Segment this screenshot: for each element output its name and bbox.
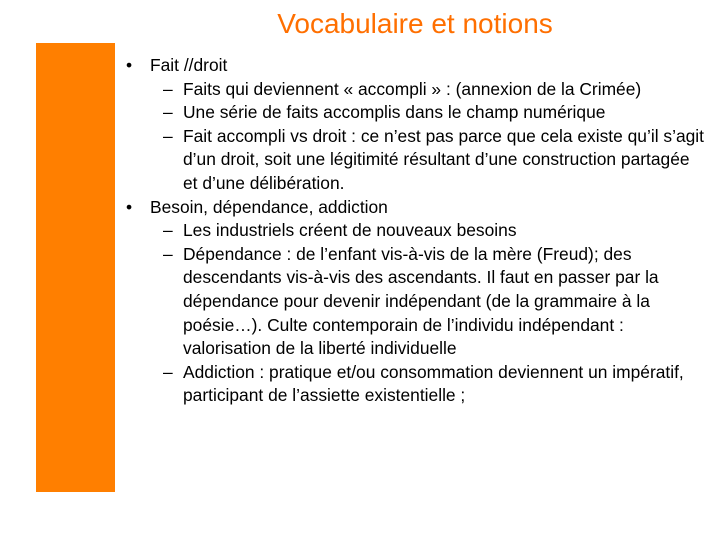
bullet-item — [126, 196, 706, 220]
bullet-text: Besoin, dépendance, addiction — [150, 196, 388, 217]
sub-item — [126, 101, 706, 125]
sub-item — [126, 243, 706, 361]
slide-title: Vocabulaire et notions — [277, 8, 553, 39]
sub-text: : de l’enfant vis-à-vis de la mère (Freud); des descendants vis-à-vis des ascendants. Il faut en passer par la dépendance pour devenir indépendant (de la grammaire à la poésie…). Culte contemporain de l’individu indépendant : valorisation de la liberté individuelle — [183, 243, 659, 359]
sub-text: Une série de faits accomplis dans le champ numérique — [183, 102, 606, 123]
keyword: besoins — [456, 220, 517, 241]
dash-icon: – — [163, 102, 173, 123]
bullet-icon: • — [126, 55, 133, 75]
bullet-item — [126, 54, 706, 78]
sub-text: Fait accompli vs droit : ce n’est pas parce que cela existe qu’il s’agit d’un droit, soit une légitimité résultant d’une construction partagée et d’une délibération. — [183, 125, 704, 193]
slide-content — [126, 54, 706, 408]
dash-icon: – — [163, 243, 173, 264]
dash-icon: – — [163, 125, 173, 146]
bullet-icon: • — [126, 196, 133, 217]
keyword: Dépendance — [183, 243, 282, 264]
sub-item — [126, 361, 706, 408]
sub-text: Faits qui deviennent « accompli » : (annexion de la Crimée) — [183, 78, 642, 99]
dash-icon: – — [163, 361, 173, 382]
sub-item — [126, 125, 706, 196]
sub-item — [126, 219, 706, 243]
dash-icon: – — [163, 220, 173, 241]
dash-icon: – — [163, 78, 173, 99]
bullet-text: Fait //droit — [150, 55, 228, 75]
keyword: Addiction — [183, 361, 255, 382]
sub-text: : pratique et/ou consommation deviennent un impératif, participant de l’assiette existentielle ; — [183, 361, 684, 406]
sub-text: Les industriels créent de nouveaux — [183, 220, 457, 241]
accent-bar — [36, 43, 115, 492]
sub-item — [126, 78, 706, 102]
